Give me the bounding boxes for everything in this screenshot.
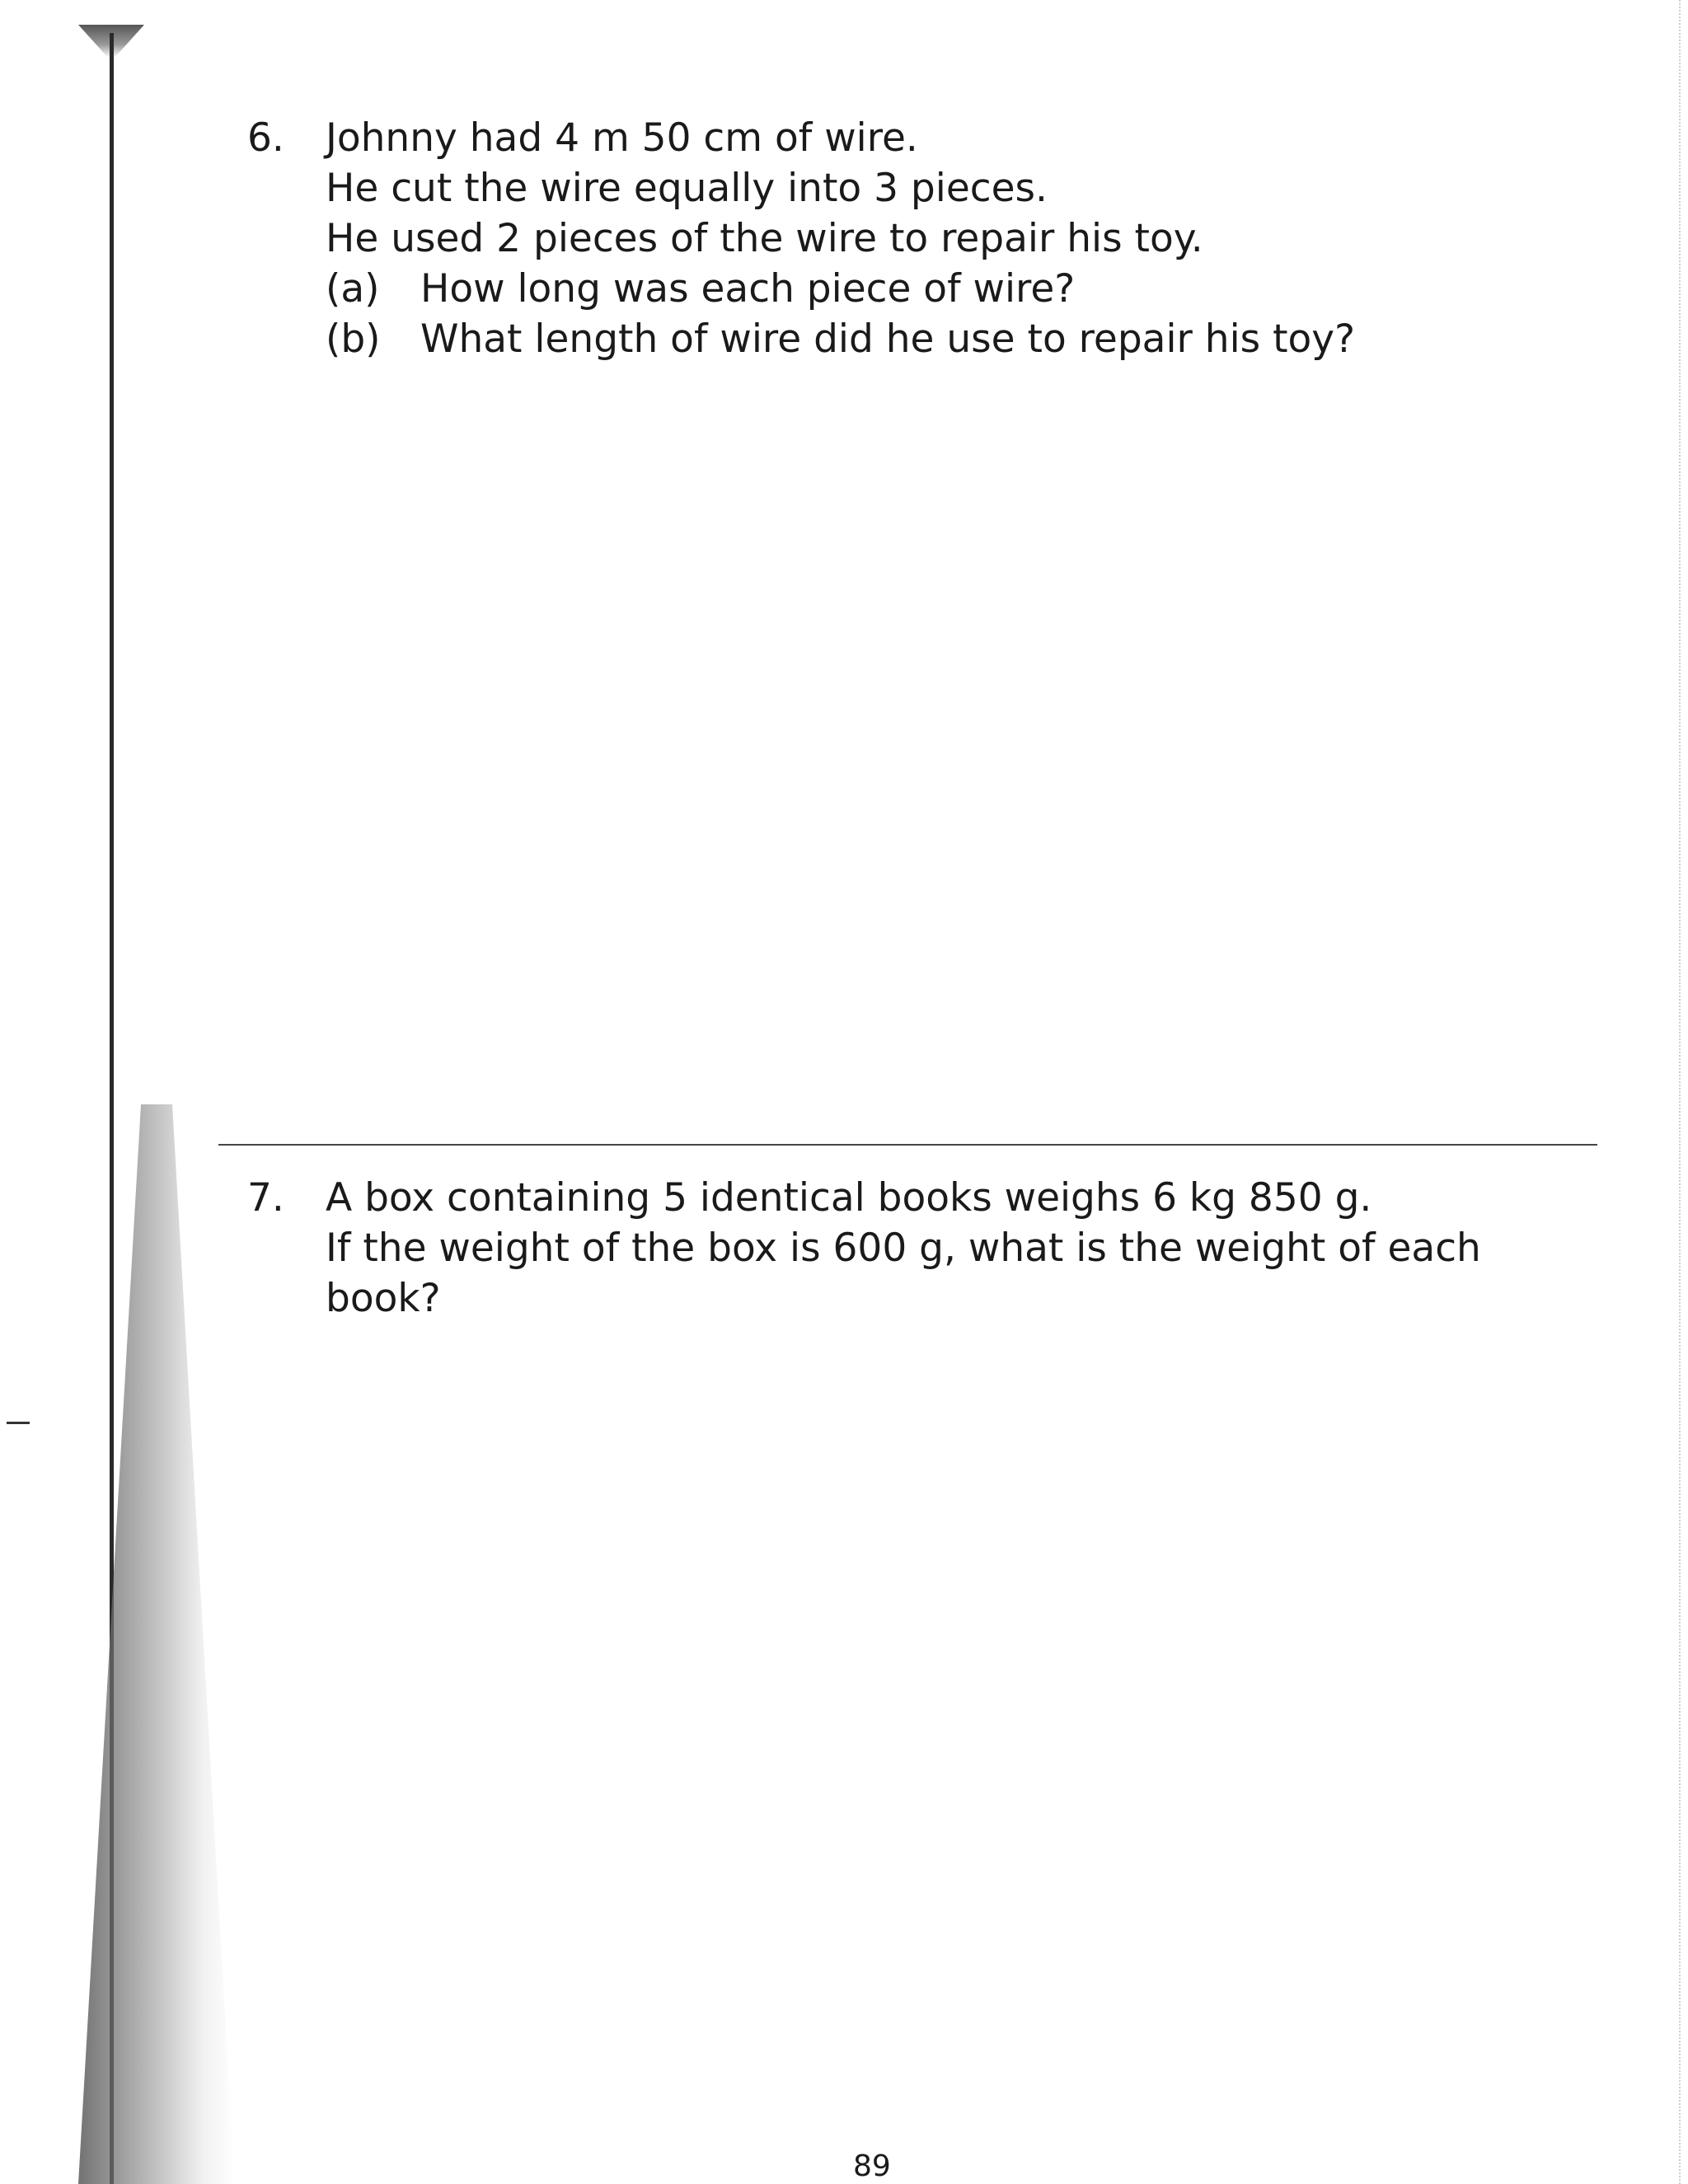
binding-shadow bbox=[78, 1104, 235, 2184]
question-number: 6. bbox=[247, 115, 284, 161]
question-line: A box containing 5 identical books weighs 6 kg 850 g. bbox=[326, 1175, 1372, 1221]
part-text: How long was each piece of wire? bbox=[420, 266, 1076, 312]
question-body bbox=[326, 1173, 1481, 1324]
question-line: He cut the wire equally into 3 pieces. bbox=[326, 166, 1048, 211]
section-divider bbox=[218, 1144, 1597, 1146]
question-part-a bbox=[326, 264, 1355, 314]
question-line: Johnny had 4 m 50 cm of wire. bbox=[326, 115, 918, 161]
part-label: (b) bbox=[326, 316, 381, 362]
part-text: What length of wire did he use to repair his toy? bbox=[420, 316, 1356, 362]
question-body bbox=[326, 113, 1355, 364]
page-right-edge bbox=[1679, 0, 1681, 2184]
question-part-b bbox=[326, 314, 1355, 364]
question-line: He used 2 pieces of the wire to repair his toy. bbox=[326, 216, 1203, 261]
page-edge-mark bbox=[7, 1422, 30, 1424]
question-line: If the weight of the box is 600 g, what is the weight of each bbox=[326, 1226, 1481, 1271]
question-line: book? bbox=[326, 1276, 441, 1321]
page-number: 89 bbox=[853, 2149, 891, 2183]
question-number: 7. bbox=[247, 1175, 284, 1221]
part-label: (a) bbox=[326, 266, 380, 312]
